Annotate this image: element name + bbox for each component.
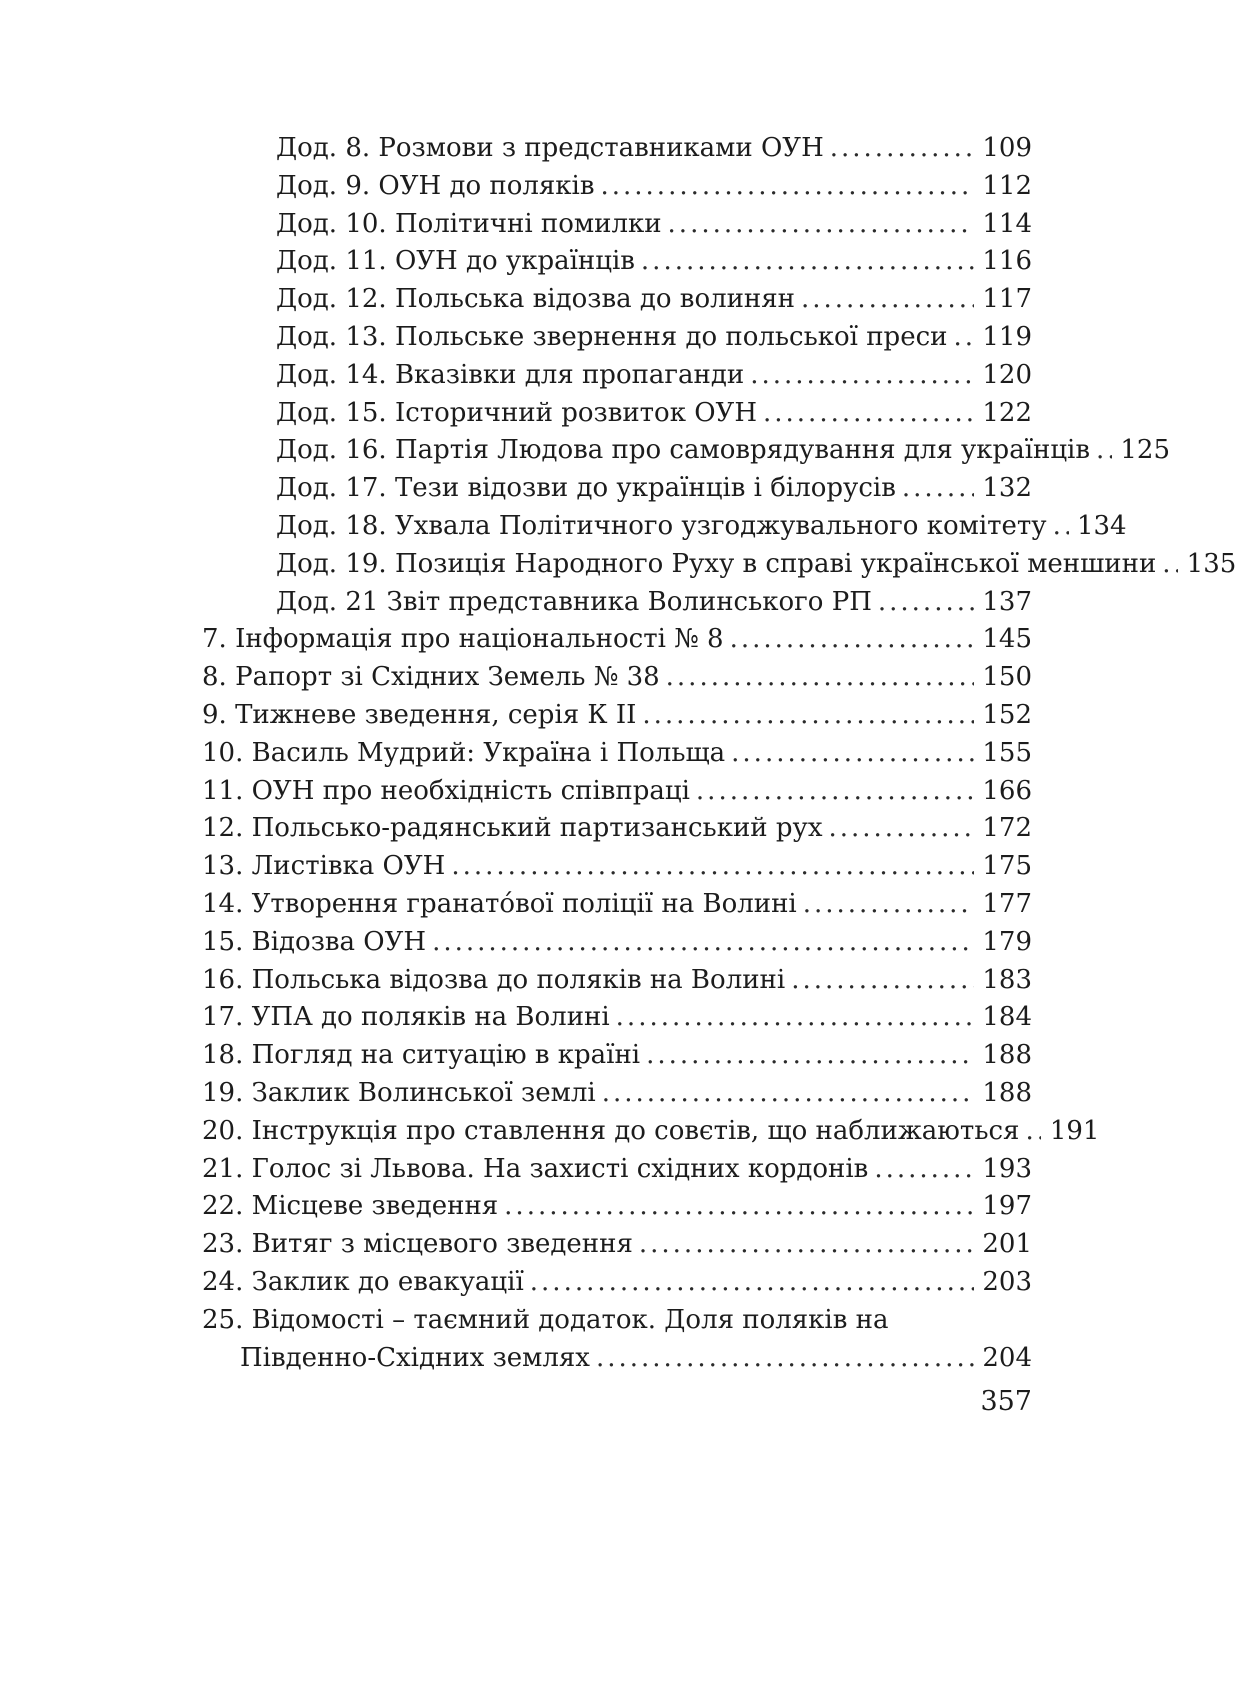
toc-entry-page: 125 [1120, 435, 1171, 466]
toc-entry-label: Дод. 21 Звіт представника Волинського РП [276, 586, 872, 617]
toc-entry [202, 924, 1032, 962]
toc-entry-label: 25. Відомості – таємний додаток. Доля поляків на [202, 1304, 889, 1335]
toc-entry [202, 168, 1032, 206]
toc-entry [202, 432, 1171, 470]
toc-entry-page: 150 [982, 662, 1032, 693]
toc-entry [202, 962, 1032, 1000]
toc-entry [202, 1188, 1032, 1226]
toc-entry-page: 175 [982, 851, 1032, 882]
toc-entry-page: 122 [982, 397, 1032, 428]
toc-entry-page: 166 [982, 775, 1032, 806]
dot-leader [730, 621, 974, 659]
toc-entry-page: 116 [982, 246, 1032, 277]
toc-entry [202, 1226, 1032, 1264]
toc-entry [202, 621, 1032, 659]
toc-entry-label: 11. ОУН про необхідність співпраці [202, 775, 690, 806]
toc-entry-label: Дод. 13. Польське звернення до польської преси [276, 321, 948, 352]
toc-entry [202, 1037, 1032, 1075]
toc-entry-page: 145 [982, 624, 1032, 655]
dot-leader [791, 962, 974, 1000]
toc-entry-page: 135 [1186, 548, 1237, 579]
dot-leader [596, 1340, 974, 1378]
toc-entry [202, 735, 1032, 773]
toc-entry-label: Дод. 8. Розмови з представниками ОУН [276, 133, 824, 163]
toc-entry [202, 848, 1032, 886]
toc-entry-label: 21. Голос зі Львова. На захисті східних кордонів [202, 1153, 869, 1184]
toc-entry [202, 206, 1032, 244]
toc-entry-page: 183 [982, 964, 1032, 995]
toc-entry-label: 15. Відозва ОУН [202, 926, 427, 957]
toc-entry-label: Дод. 18. Ухвала Політичного узгоджувального комітету [276, 510, 1047, 541]
toc-entry [202, 659, 1032, 697]
dot-leader [504, 1188, 974, 1226]
toc-entry-page: 119 [982, 321, 1032, 352]
dot-leader [432, 924, 974, 962]
toc-entry-label: 12. Польсько-радянський партизанський рух [202, 813, 823, 844]
toc-entry [202, 357, 1032, 395]
dot-leader [642, 697, 974, 735]
toc-entry-label: 22. Місцеве зведення [202, 1191, 499, 1222]
dot-leader [803, 886, 974, 924]
toc-entry-page: 179 [982, 926, 1032, 957]
toc-entry-page: 112 [982, 170, 1032, 201]
toc-entry-page: 188 [982, 1040, 1032, 1071]
toc-entry-page: 184 [982, 1002, 1032, 1033]
dot-leader [530, 1264, 974, 1302]
toc-entry-label: 16. Польська відозва до поляків на Волині [202, 964, 786, 995]
toc-entry-page: 117 [982, 284, 1032, 315]
toc-entry [202, 546, 1237, 584]
toc-entry-page: 197 [982, 1191, 1032, 1222]
toc-entry-label: 10. Василь Мудрий: Україна і Польща [202, 737, 726, 768]
toc-entry [202, 697, 1032, 735]
dot-leader [646, 1037, 974, 1075]
toc-entry [202, 508, 1127, 546]
toc-entry-label: Дод. 17. Тези відозви до українців і білорусів [276, 473, 896, 504]
toc-entry [202, 1340, 1032, 1378]
toc-entry-label: Дод. 11. ОУН до українців [276, 246, 635, 277]
toc-entry [202, 1264, 1032, 1302]
toc-entry-label: 9. Тижневе зведення, серія К ІІ [202, 699, 637, 730]
dot-leader [828, 810, 974, 848]
toc-entry-page: 155 [982, 737, 1032, 768]
dot-leader [878, 584, 974, 622]
toc-entry-page: 203 [982, 1266, 1032, 1297]
dot-leader [953, 319, 974, 357]
toc-entry-label: Дод. 9. ОУН до поляків [276, 170, 595, 201]
toc-entry [202, 243, 1032, 281]
toc-entry-page: 120 [982, 359, 1032, 390]
toc-entry [202, 773, 1032, 811]
toc-entry-label: Дод. 14. Вказівки для пропаганди [276, 359, 745, 390]
toc-entry-label: Дод. 16. Партія Людова про самоврядування для українців [276, 435, 1091, 466]
toc-entry-page: 172 [982, 813, 1032, 844]
toc-entry [202, 810, 1032, 848]
dot-leader [1053, 508, 1069, 546]
dot-leader [902, 470, 974, 508]
toc-entry-label: Дод. 15. Історичний розвиток ОУН [276, 397, 757, 428]
dot-leader [451, 848, 974, 886]
toc-entry [202, 1302, 1032, 1340]
dot-leader [1025, 1113, 1041, 1151]
toc-entry-page: 191 [1049, 1115, 1100, 1146]
dot-leader [602, 1075, 974, 1113]
toc-entry-label: 14. Утворення гранато́вої поліції на Волині [202, 888, 797, 919]
toc-entry-label: 23. Витяг з місцевого зведення [202, 1229, 633, 1260]
toc-entry-label: Південно-Східних землях [240, 1342, 590, 1373]
dot-leader [616, 999, 974, 1037]
toc-entry [202, 130, 1032, 168]
toc-entry-label: Дод. 10. Політичні помилки [276, 208, 662, 239]
toc-entry [202, 1113, 1100, 1151]
dot-leader [1162, 546, 1178, 584]
page-number: 357 [980, 1386, 1032, 1417]
dot-leader [639, 1226, 974, 1264]
toc-entry-page: 201 [982, 1229, 1032, 1260]
toc-entry [202, 319, 1032, 357]
dot-leader [801, 281, 974, 319]
toc-entry-page: 188 [982, 1077, 1032, 1108]
toc-entry [202, 999, 1032, 1037]
toc-entry-page: 193 [982, 1153, 1032, 1184]
toc-entry-label: Дод. 12. Польська відозва до волинян [276, 284, 795, 315]
toc-entry-label: 24. Заклик до евакуації [202, 1266, 524, 1297]
toc-entry-label: 17. УПА до поляків на Волині [202, 1002, 610, 1033]
toc-entry [202, 1151, 1032, 1189]
toc-entry-page: 114 [982, 208, 1032, 239]
dot-leader [830, 130, 974, 168]
toc-entry-label: 8. Рапорт зі Східних Земель № 38 [202, 662, 660, 693]
dot-leader [696, 773, 974, 811]
toc-entry [202, 1075, 1032, 1113]
dot-leader [731, 735, 974, 773]
toc-entry [202, 886, 1032, 924]
toc-entry-page: 137 [982, 586, 1032, 617]
dot-leader [600, 168, 974, 206]
toc-entry-page: 109 [982, 133, 1032, 163]
toc-entry [202, 281, 1032, 319]
toc-entry-page: 132 [982, 473, 1032, 504]
dot-leader [1096, 432, 1112, 470]
toc-entry-label: 13. Листівка ОУН [202, 851, 446, 882]
toc-entry-page: 204 [982, 1342, 1032, 1373]
dot-leader [874, 1151, 974, 1189]
toc-entry-label: 7. Інформація про національності № 8 [202, 624, 724, 655]
toc-entry [202, 584, 1032, 622]
dot-leader [666, 659, 974, 697]
toc-entry-label: 19. Заклик Волинської землі [202, 1077, 596, 1108]
toc-entry-page: 152 [982, 699, 1032, 730]
toc-entry-label: 18. Погляд на ситуацію в країні [202, 1040, 641, 1071]
dot-leader [763, 395, 974, 433]
toc-entry-label: 20. Інструкція про ставлення до совєтів, що наближаються [202, 1115, 1020, 1146]
dot-leader [750, 357, 974, 395]
toc-entry [202, 470, 1032, 508]
toc-entry-page: 134 [1076, 510, 1127, 541]
dot-leader [641, 243, 974, 281]
toc-entry [202, 395, 1032, 433]
table-of-contents [202, 130, 1237, 1377]
toc-entry-label: Дод. 19. Позиція Народного Руху в справі української меншини [276, 548, 1157, 579]
dot-leader [668, 206, 974, 244]
toc-entry-page: 177 [982, 888, 1032, 919]
